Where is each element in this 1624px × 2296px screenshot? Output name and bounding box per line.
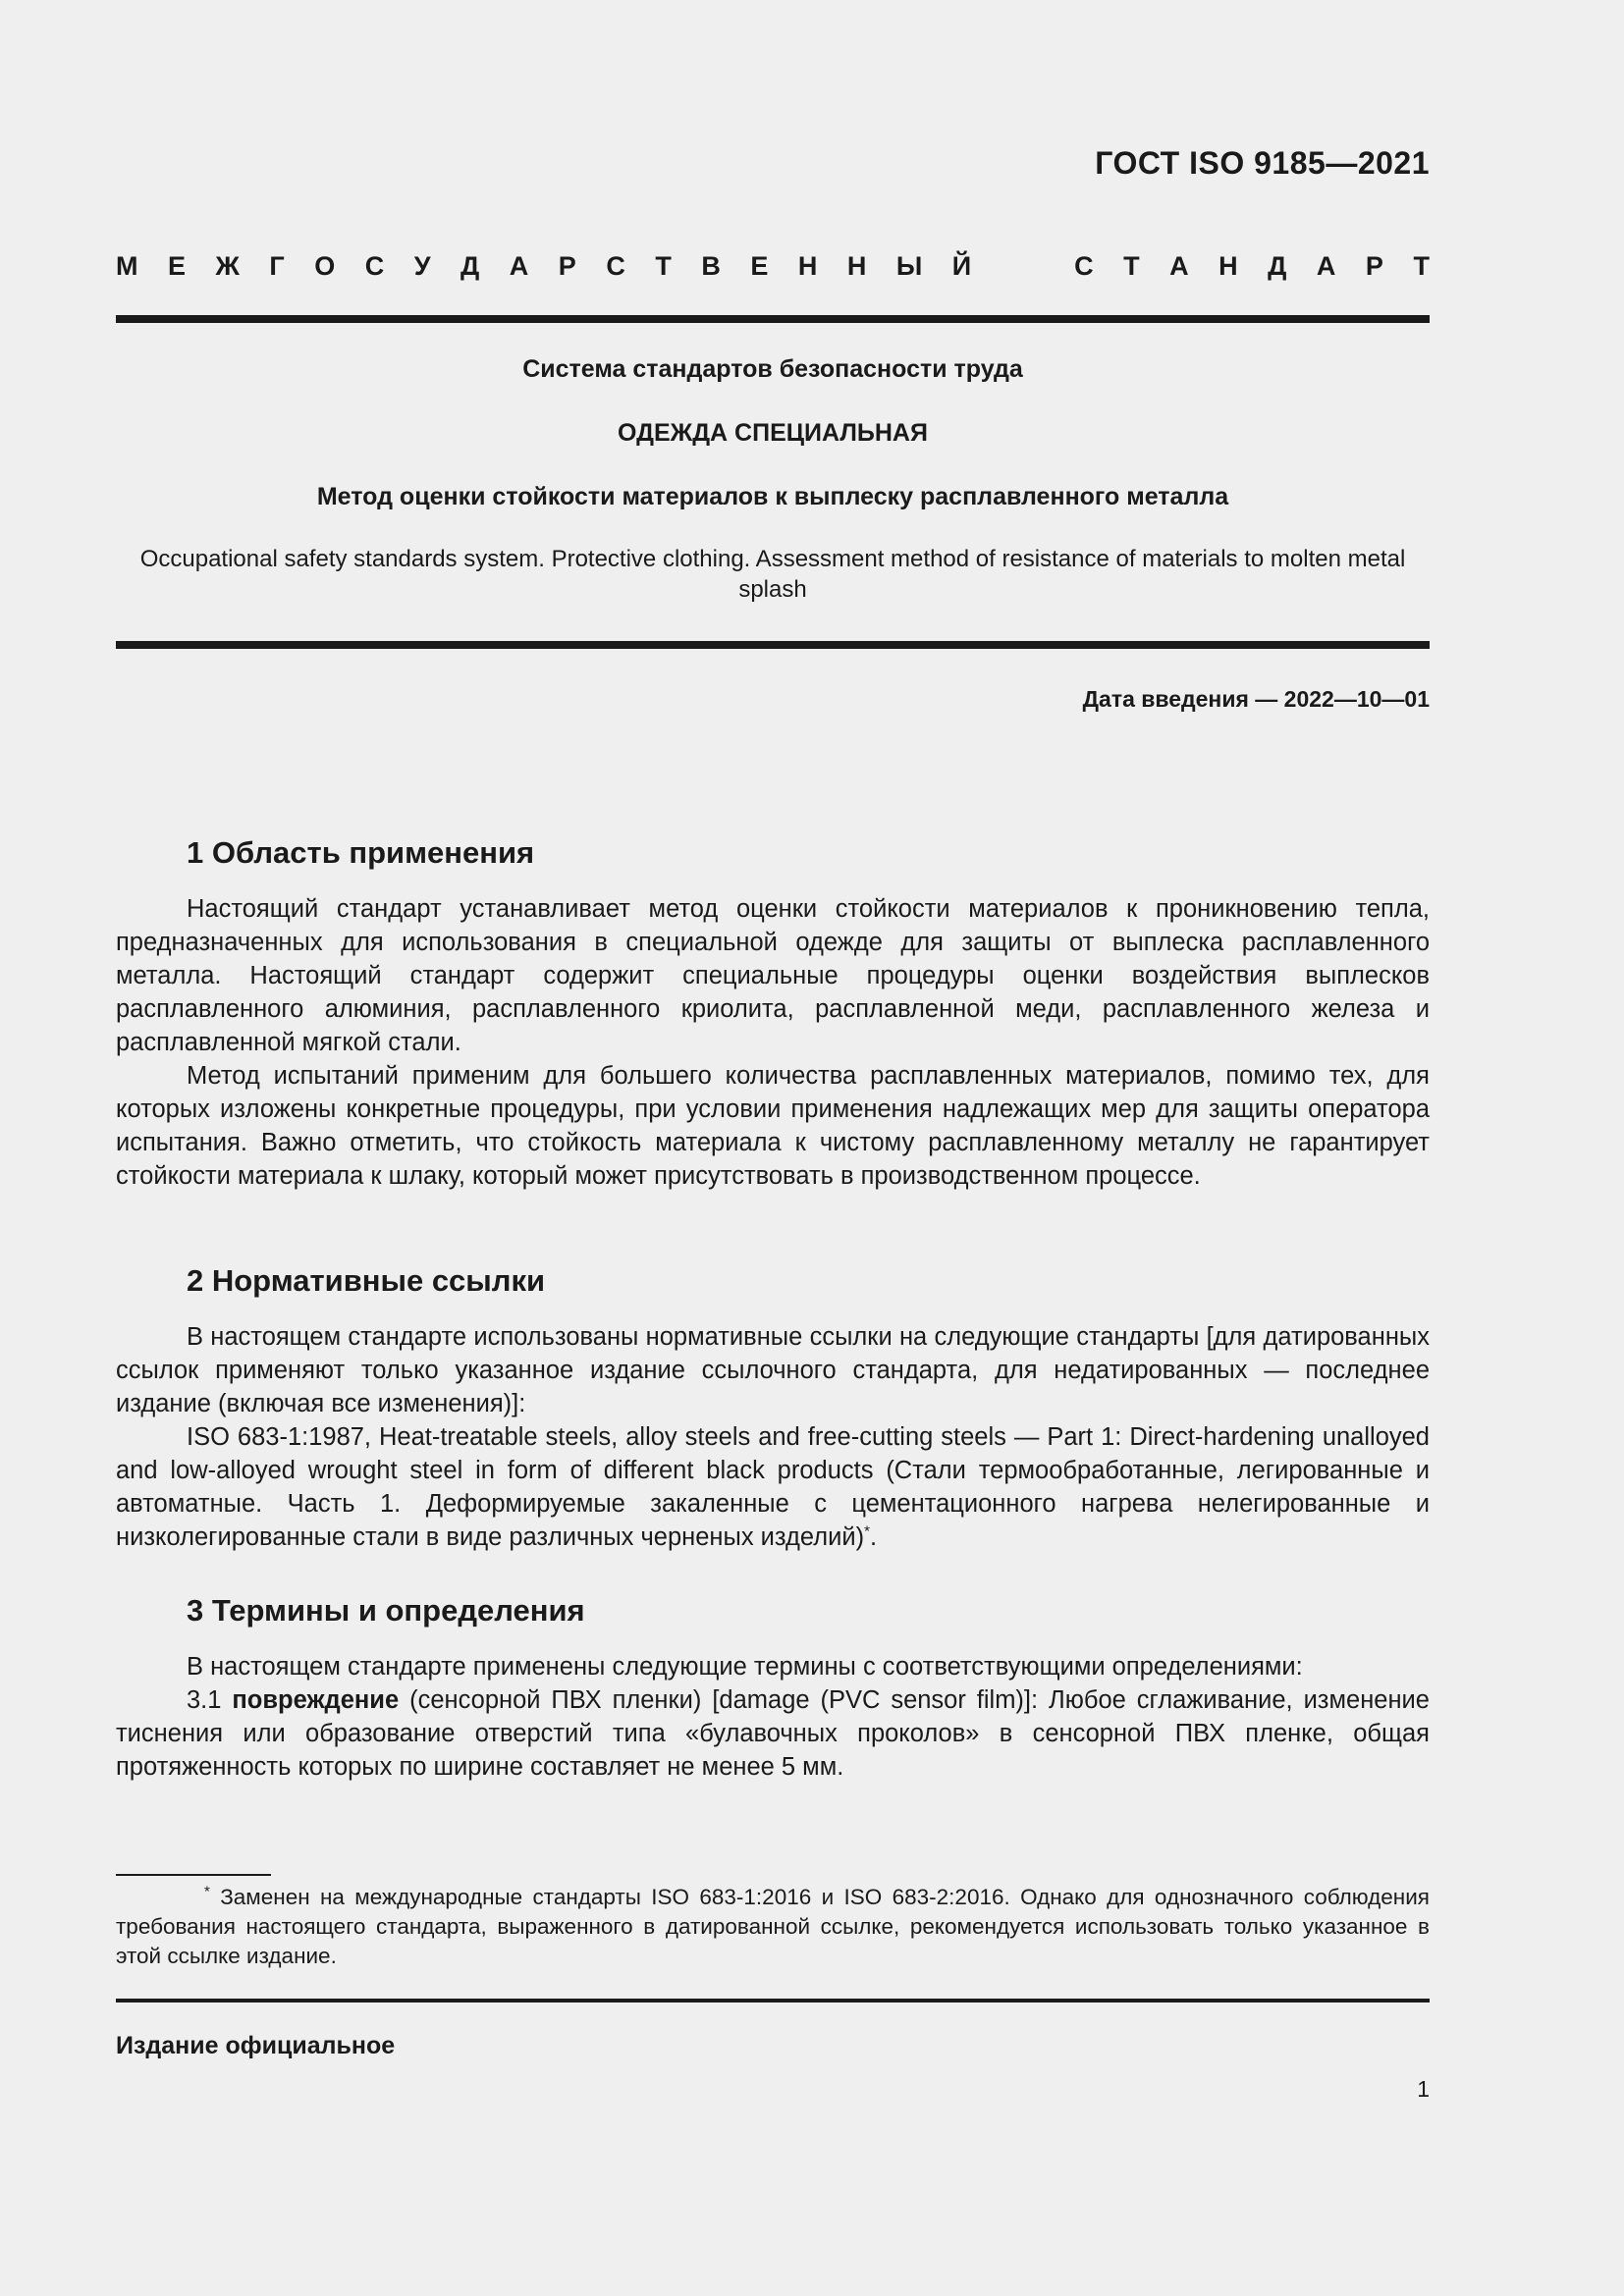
banner-letter: У xyxy=(413,251,431,281)
term-definition xyxy=(116,1683,1430,1784)
banner-letter: Т xyxy=(1123,251,1140,281)
banner-letter: Й xyxy=(951,251,972,281)
english-title: Occupational safety standards system. Protective clothing. Assessment method of resistance of materials to molten metal splash xyxy=(139,546,1406,603)
introduction-date: Дата введения — 2022—10—01 xyxy=(1082,686,1430,712)
term: повреждение xyxy=(232,1686,400,1714)
footnote-text: Заменен на международные стандарты ISO 683-1:2016 и ISO 683-2:2016. Однако для однозначного соблюдения требования настоящего стандарта, выраженного в датированной ссылке, рекомендуется использовать только указанное в этой ссылке издание. xyxy=(116,1885,1430,1968)
reference-end: . xyxy=(869,1523,878,1551)
banner-letter: Ж xyxy=(215,251,240,281)
banner-letter: Н xyxy=(1218,251,1238,281)
reference-text: ISO 683-1:1987, Heat-treatable steels, alloy steels and free-cutting steels — Part 1: Direct-hardening unalloyed and low-alloyed wrought steel in form of different black products (Стали термообработанные, легированные и автоматные. Часть 1. Деформируемые закаленные с цементационного нагрева нелегированные и низколегированные стали в виде различных черненых изделий) xyxy=(116,1423,1430,1551)
banner-letter: Р xyxy=(558,251,576,281)
banner-letter: Н xyxy=(846,251,867,281)
footnote-marker[interactable]: * xyxy=(864,1522,870,1540)
banner-letter: Ы xyxy=(895,251,923,281)
section-normative-references xyxy=(116,1263,1430,1554)
title-divider xyxy=(116,641,1430,649)
banner-letter: Т xyxy=(655,251,672,281)
banner-letter: Г xyxy=(269,251,285,281)
banner-letter: А xyxy=(1169,251,1189,281)
footnote xyxy=(116,1883,1430,1971)
banner-letter: А xyxy=(509,251,529,281)
footnote-marker: * xyxy=(204,1883,210,1900)
footnote-divider xyxy=(116,1874,271,1876)
banner-letter: Е xyxy=(168,251,187,281)
banner-letter: Е xyxy=(750,251,769,281)
subtitle: Метод оценки стойкости материалов к выплеску расплавленного металла xyxy=(316,483,1229,510)
section-heading: 3 Термины и определения xyxy=(187,1593,585,1628)
section-heading: 1 Область применения xyxy=(187,835,535,870)
banner-letter: С xyxy=(364,251,385,281)
banner-letter: С xyxy=(1074,251,1094,281)
paragraph: Метод испытаний применим для большего количества расплавленных материалов, помимо тех, для которых изложены конкретные процедуры, при условии применения надлежащих мер для защиты оператора испытания. Важно отметить, что стойкость материала к чистому расплавленному металлу не гарантирует стойкости материала к шлаку, который может присутствовать в производственном процессе. xyxy=(116,1062,1430,1190)
term-definition-text: (сенсорной ПВХ пленки) [damage (PVC sensor film)]: Любое сглаживание, изменение тиснения или образование отверстий типа «булавочных проколов» в сенсорной ПВХ пленке, общая протяженность которых по ширине составляет не менее 5 мм. xyxy=(116,1686,1430,1781)
section-scope xyxy=(116,835,1430,1193)
banner-letter: М xyxy=(116,251,138,281)
paragraph: В настоящем стандарте использованы нормативные ссылки на следующие стандарты [для датированных ссылок применяют только указанное издание ссылочного стандарта, для недатированных — последнее издание (включая все изменения)]: xyxy=(116,1323,1430,1417)
section-heading: 2 Нормативные ссылки xyxy=(187,1263,546,1298)
banner-letter: Д xyxy=(460,251,480,281)
banner-letter: Р xyxy=(1365,251,1383,281)
standard-type-banner xyxy=(116,251,1430,282)
document-number: ГОСТ ISO 9185—2021 xyxy=(1095,145,1430,181)
banner-letter: С xyxy=(606,251,625,281)
footer-divider xyxy=(116,1999,1430,2002)
paragraph-reference xyxy=(116,1420,1430,1554)
top-divider xyxy=(116,315,1430,323)
section-terms xyxy=(116,1593,1430,1784)
main-title: ОДЕЖДА СПЕЦИАЛЬНАЯ xyxy=(618,419,928,447)
banner-letter: Т xyxy=(1413,251,1430,281)
banner-word-gap xyxy=(1001,251,1045,282)
term-number: 3.1 xyxy=(187,1686,222,1714)
banner-letter: В xyxy=(701,251,721,281)
paragraph: Настоящий стандарт устанавливает метод оценки стойкости материалов к проникновению тепла, предназначенных для использования в специальной одежде для защиты от выплеска расплавленного металла. Настоящий стандарт содержит специальные процедуры оценки воздействия выплесков расплавленного алюминия, расплавленного криолита, расплавленной меди, расплавленного железа и расплавленной мягкой стали. xyxy=(116,895,1430,1056)
system-title: Система стандартов безопасности труда xyxy=(522,355,1023,383)
edition-label: Издание официальное xyxy=(116,2032,396,2059)
banner-letter: О xyxy=(314,251,336,281)
banner-letter: Д xyxy=(1268,251,1287,281)
banner-letter: Н xyxy=(797,251,818,281)
page-number: 1 xyxy=(1417,2076,1430,2102)
paragraph: В настоящем стандарте применены следующие термины с соответствующими определениями: xyxy=(187,1653,1303,1681)
banner-letter: А xyxy=(1316,251,1336,281)
